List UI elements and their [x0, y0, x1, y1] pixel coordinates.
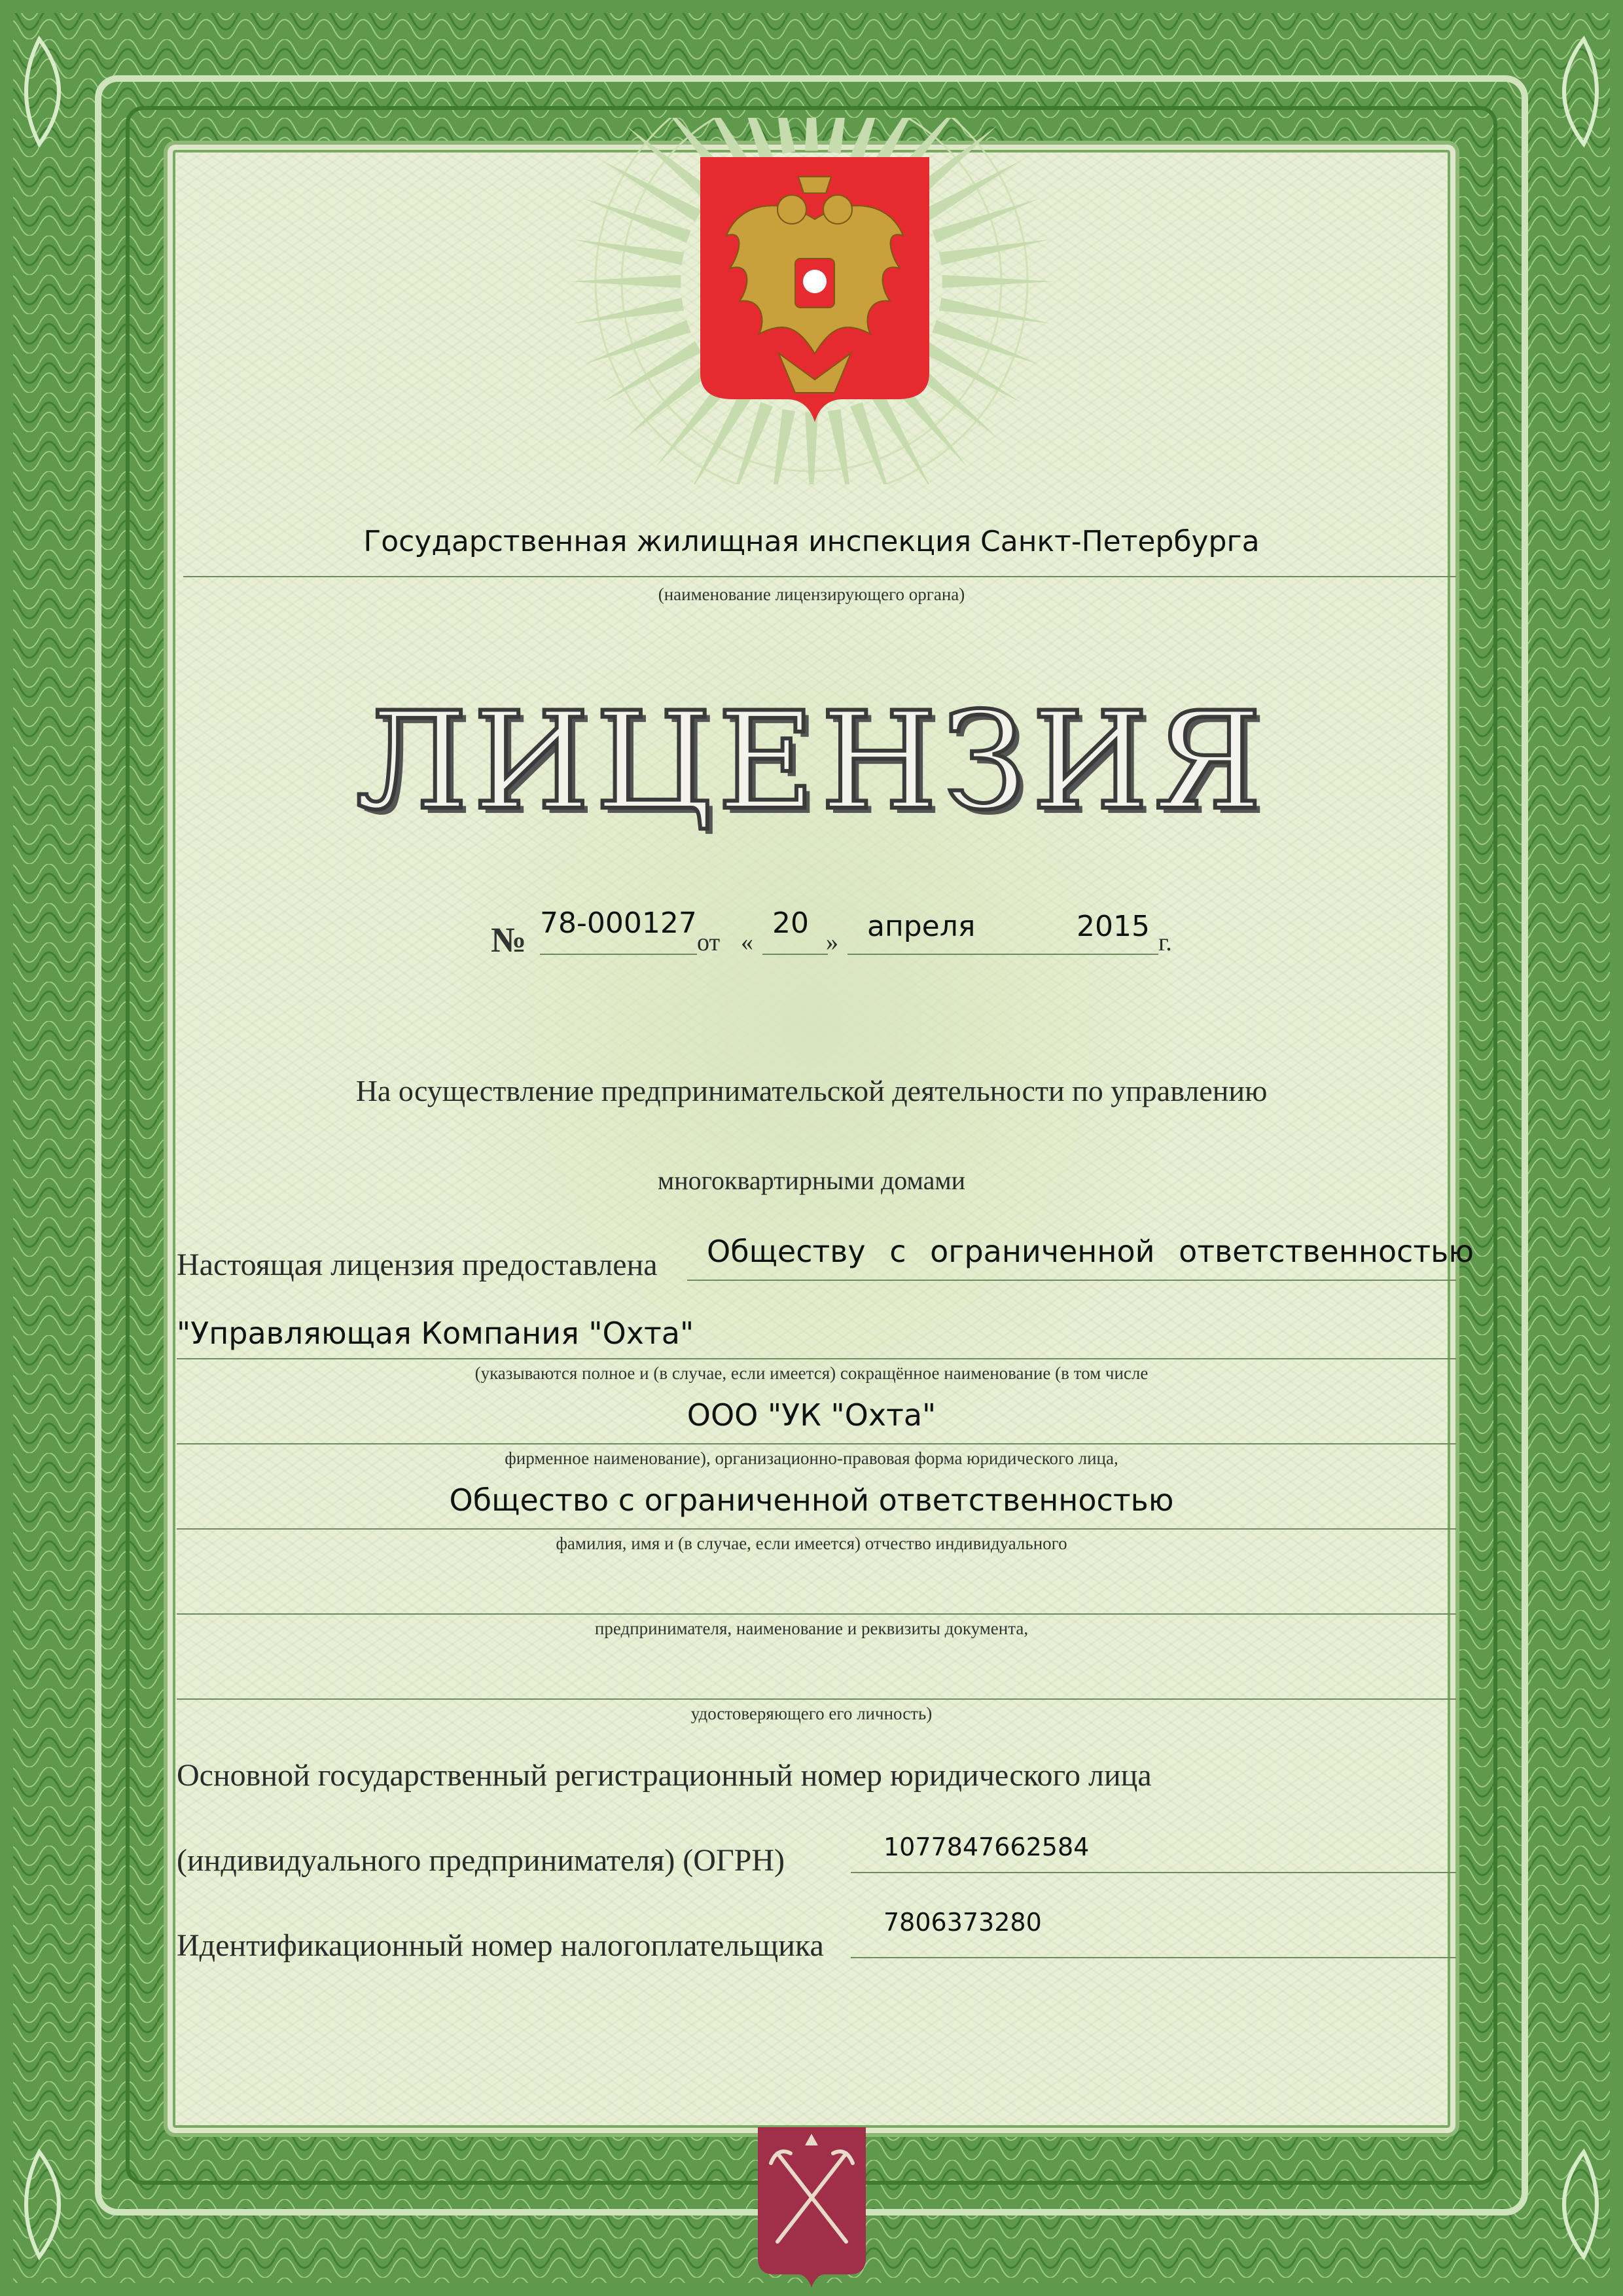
inn-value: 7806373280 — [883, 1908, 1042, 1937]
emblem-ray — [942, 275, 1054, 288]
month-year-underline — [847, 954, 1158, 955]
licensee-underline-3 — [177, 1443, 1456, 1444]
russian-coat-of-arms-icon — [700, 157, 929, 422]
emblem-ray — [805, 412, 818, 484]
number-sign: № — [491, 920, 527, 960]
ogrn-value: 1077847662584 — [883, 1833, 1090, 1861]
license-number: 78-000127 — [540, 906, 697, 940]
licensee-caption-3: фамилия, имя и (в случае, если имеется) отчество индивидуального — [556, 1534, 1067, 1553]
emblem-ray — [770, 118, 795, 154]
authority-caption: (наименование лицензирующего органа) — [658, 584, 965, 604]
ogrn-underline — [851, 1872, 1456, 1873]
licensee-underline-2 — [177, 1358, 1456, 1359]
year-suffix: г. — [1158, 929, 1172, 956]
authority-underline — [183, 576, 1456, 577]
inn-label: Идентификационный номер налогоплательщика — [177, 1928, 824, 1963]
licensee-caption-1: (указываются полное и (в случае, если имеется) сокращённое наименование (в том числе — [474, 1363, 1149, 1383]
ogrn-label-line-1: Основной государственный регистрационный номер юридического лица — [177, 1758, 1152, 1793]
emblem-ray — [805, 118, 818, 151]
from-word: от — [697, 929, 721, 956]
ogrn-label-line-2: (индивидуального предпринимателя) (ОГРН) — [177, 1843, 785, 1878]
day-underline — [762, 954, 828, 955]
licensing-authority-name: Государственная жилищная инспекция Санкт-Петербурга — [363, 525, 1260, 558]
activity-line-1: На осуществление предпринимательской деятельности по управлению — [355, 1074, 1268, 1107]
close-quote: » — [826, 929, 838, 956]
licensee-underline-6 — [177, 1698, 1456, 1700]
emblem-ray — [569, 275, 681, 288]
emblem-ray — [939, 298, 1050, 323]
license-month: апреля — [867, 910, 976, 943]
emblem-ray — [573, 240, 684, 265]
licensee-caption-5: удостоверяющего его личность) — [690, 1704, 933, 1723]
licensee-underline-1 — [687, 1280, 1456, 1281]
emblem-ray — [573, 298, 684, 323]
licensee-label: Настоящая лицензия предоставлена — [177, 1247, 658, 1282]
licensee-legal-form: Общество с ограниченной ответственностью — [449, 1482, 1174, 1518]
license-day: 20 — [772, 906, 809, 940]
license-year: 2015 — [1077, 910, 1150, 943]
licensee-full-name-part-2: "Управляющая Компания "Охта" — [177, 1316, 694, 1351]
licensee-short-name: ООО "УК "Охта" — [687, 1397, 936, 1433]
licensee-underline-5 — [177, 1613, 1456, 1615]
document-title: ЛИЦЕНЗИЯ — [355, 684, 1268, 840]
emblem-ray — [939, 240, 1050, 265]
inn-underline — [851, 1957, 1456, 1958]
licensee-caption-4: предпринимателя, наименование и реквизиты документа, — [594, 1619, 1029, 1638]
emblem-ray — [828, 118, 853, 154]
activity-line-2: многоквартирными домами — [657, 1166, 966, 1195]
open-quote: « — [741, 929, 753, 956]
licensee-underline-4 — [177, 1528, 1456, 1530]
licensee-full-name-part-1: Обществу с ограниченной ответственностью — [707, 1234, 1474, 1269]
saint-petersburg-coat-of-arms-icon — [758, 2127, 866, 2287]
licensee-caption-2: фирменное наименование), организационно-правовая форма юридического лица, — [505, 1448, 1118, 1468]
number-underline — [540, 954, 697, 955]
